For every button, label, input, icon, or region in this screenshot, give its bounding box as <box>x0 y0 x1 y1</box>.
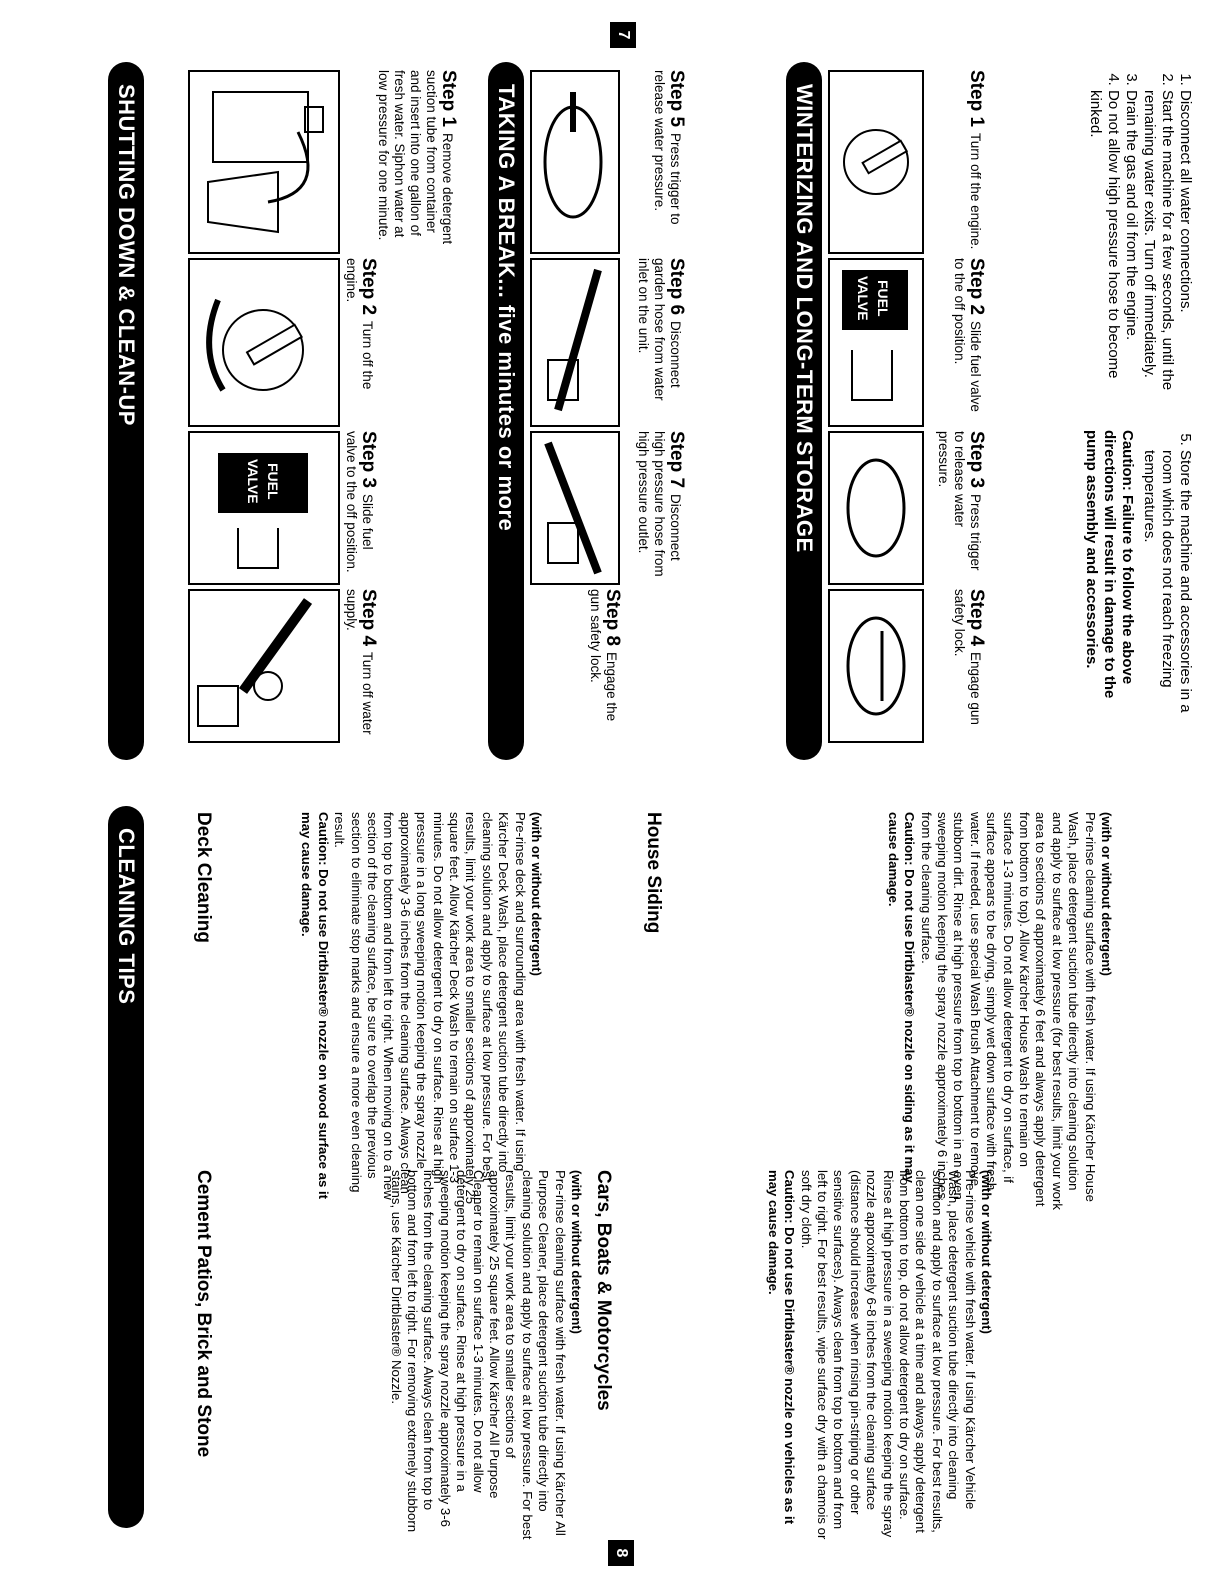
fuel-valve-text-2: VALVE <box>245 459 261 504</box>
break-step-5-text: Press trigger to release water pressure. <box>652 70 683 225</box>
house-siding-title: House Siding <box>643 812 664 934</box>
winter-step-1-text: Turn off the engine. <box>968 133 983 250</box>
deck-cleaning-body <box>224 812 544 1212</box>
winter-fuel-valve-text-1: FUEL <box>875 280 891 317</box>
shutdown-step-4-label: Step 4 <box>358 589 379 647</box>
cars-body <box>624 1170 994 1540</box>
winter-list-item-1: 1. Disconnect all water connections. <box>1176 90 1194 420</box>
break-step-8-text: Engage the gun safety lock. <box>588 589 619 722</box>
fuel-valve-text-1: FUEL <box>265 463 281 500</box>
break-step-6-label: Step 6 <box>666 258 687 316</box>
winter-step-2-label: Step 2 <box>966 258 987 316</box>
house-siding-body <box>674 812 1114 1212</box>
winter-step3-trigger-image <box>828 431 924 585</box>
winter-list-item-4: 4. Do not allow high pressure hose to become kinked. <box>1086 90 1122 420</box>
cars-title: Cars, Boats & Motorcycles <box>593 1170 614 1411</box>
winter-list-item-3: 3. Drain the gas and oil from the engine. <box>1122 90 1140 420</box>
page-number-8: 8 <box>608 1540 634 1566</box>
winter-caution: Caution: Failure to follow the above directions will result in damage to the pump assembly and accessories. <box>1083 430 1136 699</box>
winterizing-banner: WINTERIZING AND LONG-TERM STORAGE <box>786 62 822 760</box>
winter-step-3-text: Press trigger to release water pressure. <box>936 431 983 571</box>
winter-step-3-label: Step 3 <box>966 431 987 489</box>
winter-step-1-label: Step 1 <box>966 70 987 128</box>
shutdown-step-1-label: Step 1 <box>438 70 459 128</box>
winter-step-4-text: Engage gun safety lock. <box>952 589 983 725</box>
deck-cleaning-subtitle: (with or without detergent) <box>529 812 544 976</box>
cement-subtitle: (with or without detergent) <box>569 1170 584 1334</box>
deck-cleaning-caution: Caution: Do not use Dirtblaster® nozzle on wood surface as it may cause damage. <box>299 812 331 1200</box>
break-step-7-label: Step 7 <box>666 431 687 489</box>
cars-caution: Caution: Do not use Dirtblaster® nozzle on vehicles as it may cause damage. <box>765 1170 798 1525</box>
winter-step-4-label: Step 4 <box>966 589 987 647</box>
cement-text: Pre-rinse cleaning surface with fresh water. If using Kärcher All Purpose Cleaner, place detergent suction tube directly into cleaning solution and apply to surface at low pressure. For best results, limit your work area to smaller sections of approximately 25 square feet. Allow Kärcher All Purpose Cleaner to remain on surface 1-3 minutes. Do not allow detergent to dry on surface. Rinse at high pressure in a sweeping motion keeping the spray nozzle approximately 3-6 inches from the cleaning surface. Always clean from top to bottom and from left to right. For removing extremely stubborn stains, use Kärcher Dirtblaster® Nozzle. <box>388 1170 568 1540</box>
deck-cleaning-title: Deck Cleaning <box>193 812 214 943</box>
winter-step-3 <box>935 431 987 581</box>
shutdown-step-3-text: Slide fuel valve to the off position. <box>344 431 375 573</box>
cement-title: Cement Patios, Brick and Stone <box>193 1170 214 1458</box>
shutdown-step-1-text: Remove detergent suction tube from container and insert into one gallon of fresh water. Siphon water at low pressure for one minute. <box>376 70 455 245</box>
cleaning-tips-banner: CLEANING TIPS <box>108 806 144 1528</box>
shutting-down-banner: SHUTTING DOWN & CLEAN-UP <box>108 62 144 760</box>
shutdown-step-4-text: Turn off water supply. <box>344 589 375 735</box>
winter-step-1 <box>966 70 987 250</box>
cars-subtitle: (with or without detergent) <box>979 1170 994 1334</box>
deck-cleaning-text: Pre-rinse deck and surrounding area with fresh water. If using Kärcher Deck Wash, place detergent suction tube directly into cleaning solution and apply to surface at low pressure. For best results, limit your work area to smaller sections of approximately 25 square feet. Allow Kärcher Deck Wash to remain on surface 1-3 minutes. Do not allow detergent to dry on surface. Rinse at high pressure in a long sweeping motion keeping the spray nozzle approximately 3-6 inches from the cleaning surface. Always clean from top to bottom and from left to right. When moving on to a new section of the cleaning surface, be sure to overlap the previous section to eliminate stop marks and ensure a more even cleaning result. <box>332 812 528 1205</box>
engine-switch-icon <box>830 72 922 252</box>
cement-body <box>224 1170 584 1540</box>
gun-safety-lock-icon <box>830 591 922 741</box>
winter-step4-safety-lock-image <box>828 589 924 743</box>
page-number-7: 7 <box>610 22 636 48</box>
house-siding-text: Pre-rinse cleaning surface with fresh water. If using Kärcher House Wash, place detergent suction tube directly into cleaning solution and apply to surface at low pressure (for best results, limit your work area to sections of approximately 6 feet and always apply detergent from bottom to top). Allow Kärcher House Wash to remain on surface 1-3 minutes. Do not allow detergent to dry on surface, if surface appears to be drying, simply wet down surface with fresh water. If needed, use special Wash Brush Attachment to remove stubborn dirt. Rinse at high pressure from top to bottom in an even sweeping motion keeping the spray nozzle approximately 6 inches from the cleaning surface. <box>918 812 1098 1210</box>
cars-text: Pre-rinse vehicle with fresh water. If using Kärcher Vehicle Wash, place detergent suction tube directly into cleaning solution and apply to surface at low pressure. For best results, clean one side of vehicle at a time and always apply detergent from bottom to top, do not allow detergent to dry on surface. Rinse at high pressure in a sweeping motion keeping the spray nozzle approximately 6-8 inches from the cleaning surface (distance should increase when rinsing pin-striping or other sensitive surfaces). Always clean from top to bottom and from left to right. For best results, wipe surface dry with a chamois or soft dry cloth. <box>798 1170 978 1540</box>
break-step-5-label: Step 5 <box>666 70 687 128</box>
spray-gun-trigger-icon <box>830 433 922 583</box>
shutdown-step-3-label: Step 3 <box>358 431 379 489</box>
winter-list <box>1086 70 1194 420</box>
shutdown-step-2-text: Turn off the engine. <box>344 258 375 390</box>
winter-list-item-5: 5. Store the machine and accessories in a room which does not reach freezing temperatures. <box>1140 450 1194 740</box>
winter-step-2-text: Slide fuel valve to the off position. <box>952 258 983 412</box>
break-step-7-text: Disconnect high pressure hose from high pressure outlet. <box>636 431 683 577</box>
winter-list-continued <box>1140 430 1194 740</box>
winter-step-4 <box>951 589 987 739</box>
winter-list-right <box>994 430 1194 740</box>
fuel-valve-icon <box>830 260 922 425</box>
house-siding-caution: Caution: Do not use Dirtblaster® nozzle on siding as it may cause damage. <box>885 812 918 1183</box>
house-siding-subtitle: (with or without detergent) <box>1099 812 1114 976</box>
break-step-6-text: Disconnect garden hose from water inlet on the unit. <box>636 258 683 401</box>
winter-list-left <box>994 70 1194 420</box>
winter-step-2 <box>951 258 987 423</box>
taking-break-banner: TAKING A BREAK... five minutes or more <box>488 62 524 760</box>
winter-step1-engine-image <box>828 70 924 254</box>
winter-fuel-valve-text-2: VALVE <box>855 276 871 321</box>
break-step-8-label: Step 8 <box>602 589 623 647</box>
shutdown-step-2-label: Step 2 <box>358 258 379 316</box>
winter-step2-fuel-valve-image <box>828 258 924 427</box>
winter-list-item-2: 2. Start the machine for a few seconds, until the remaining water exits. Turn off immediately. <box>1140 90 1176 420</box>
